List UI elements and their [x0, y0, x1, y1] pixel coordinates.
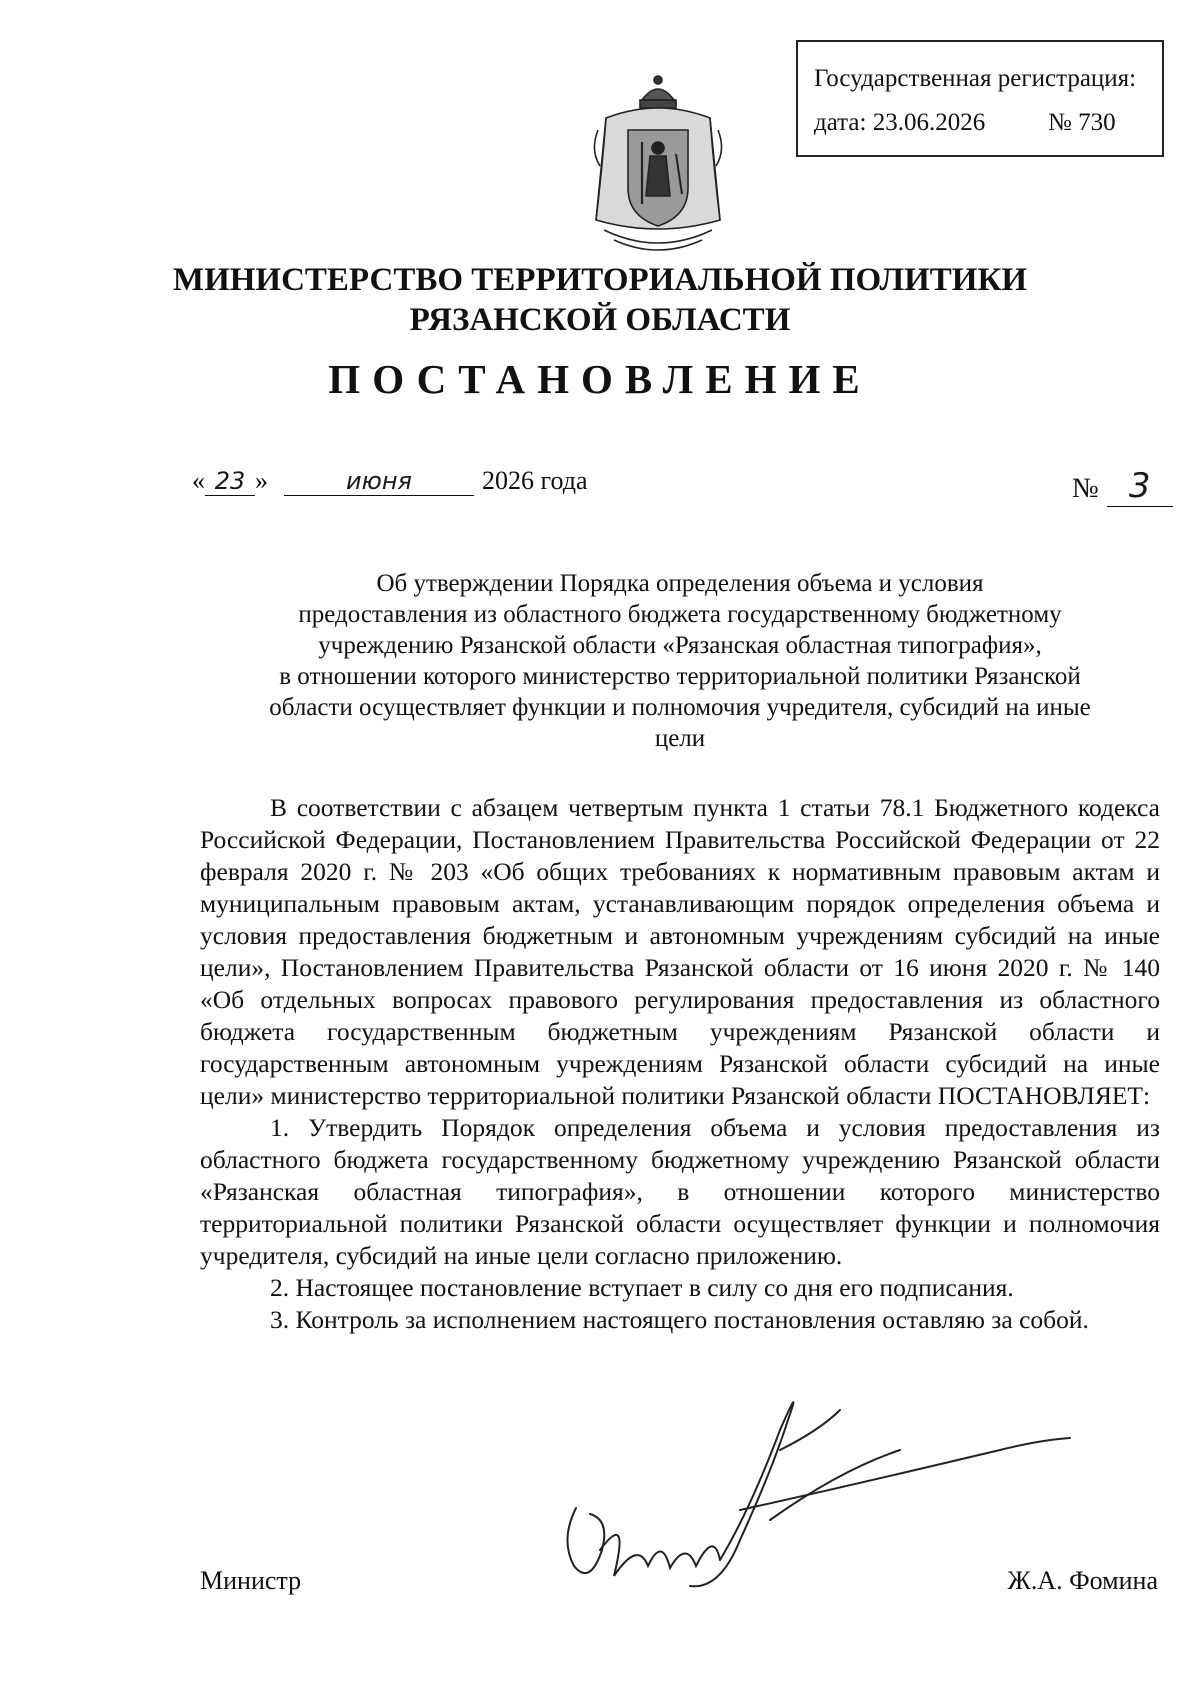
- subject-line: Об утверждении Порядка определения объема и условия: [376, 570, 984, 597]
- registration-stamp: [796, 40, 1164, 157]
- document-subject: [200, 568, 1160, 754]
- subject-line: в отношении которого министерство территориальной политики Рязанской: [279, 663, 1081, 690]
- document-date: [192, 466, 588, 496]
- item-1-paragraph: 1. Утвердить Порядок определения объема и условия предоставления из областного бюджета государственному бюджетному учреждению Рязанской области «Рязанская областная типография», в отношении которого министерство территориальной политики Рязанской области осуществляет функции и полномочия учредителя, субсидий на иные цели согласно приложению.: [200, 1113, 1160, 1270]
- document-body: [200, 792, 1160, 1336]
- registration-date: дата: 23.06.2026: [814, 109, 986, 136]
- subject-line: области осуществляет функции и полномочия учредителя, субсидий на иные: [269, 694, 1091, 721]
- ryazan-coat-of-arms-icon: [584, 70, 732, 260]
- document-number: [1072, 466, 1173, 507]
- date-open-quote: «: [192, 466, 205, 495]
- ministry-name: [0, 260, 1200, 340]
- number-label: №: [1072, 473, 1099, 504]
- number-value: 3: [1107, 466, 1173, 507]
- date-day: 23: [205, 467, 255, 496]
- preamble-paragraph: В соответствии с абзацем четвертым пункта 1 статьи 78.1 Бюджетного кодекса Российской Федерации, Постановлением Правительства Российской Федерации от 22 февраля 2020 г. № 203 «Об общих требованиях к нормативным правовым актам и муниципальным правовым актам, устанавливающим порядок определения объема и условия предоставления бюджетным и автономным учреждениям субсидий на иные цели», Постановлением Правительства Рязанской области от 16 июня 2020 г. № 140 «Об отдельных вопросах правового регулирования предоставления из областного бюджета государственным бюджетным учреждениям Рязанской области и государственным автономным учреждениям Рязанской области субсидий на иные цели» министерство территориальной политики Рязанской области ПОСТАНОВЛЯЕТ:: [200, 793, 1160, 1110]
- subject-line: учреждению Рязанской области «Рязанская областная типография»,: [318, 632, 1042, 659]
- item-2-paragraph: 2. Настоящее постановление вступает в силу со дня его подписания.: [270, 1273, 1014, 1302]
- date-year: 2026 года: [482, 466, 588, 495]
- document-type: ПОСТАНОВЛЕНИЕ: [328, 356, 872, 402]
- ministry-name-line2: РЯЗАНСКОЙ ОБЛАСТИ: [409, 302, 791, 338]
- signer-name: Ж.А. Фомина: [1007, 1566, 1158, 1595]
- registration-number: № 730: [1048, 109, 1116, 136]
- item-3-paragraph: 3. Контроль за исполнением настоящего постановления оставляю за собой.: [270, 1305, 1089, 1334]
- date-close-quote: »: [255, 466, 268, 495]
- subject-line: предоставления из областного бюджета государственному бюджетному: [298, 601, 1062, 628]
- subject-line: цели: [654, 725, 706, 752]
- registration-title: Государственная регистрация:: [814, 65, 1137, 92]
- date-month: июня: [284, 467, 474, 496]
- signer-position: Министр: [200, 1566, 302, 1595]
- ministry-name-line1: МИНИСТЕРСТВО ТЕРРИТОРИАЛЬНОЙ ПОЛИТИКИ: [172, 262, 1028, 298]
